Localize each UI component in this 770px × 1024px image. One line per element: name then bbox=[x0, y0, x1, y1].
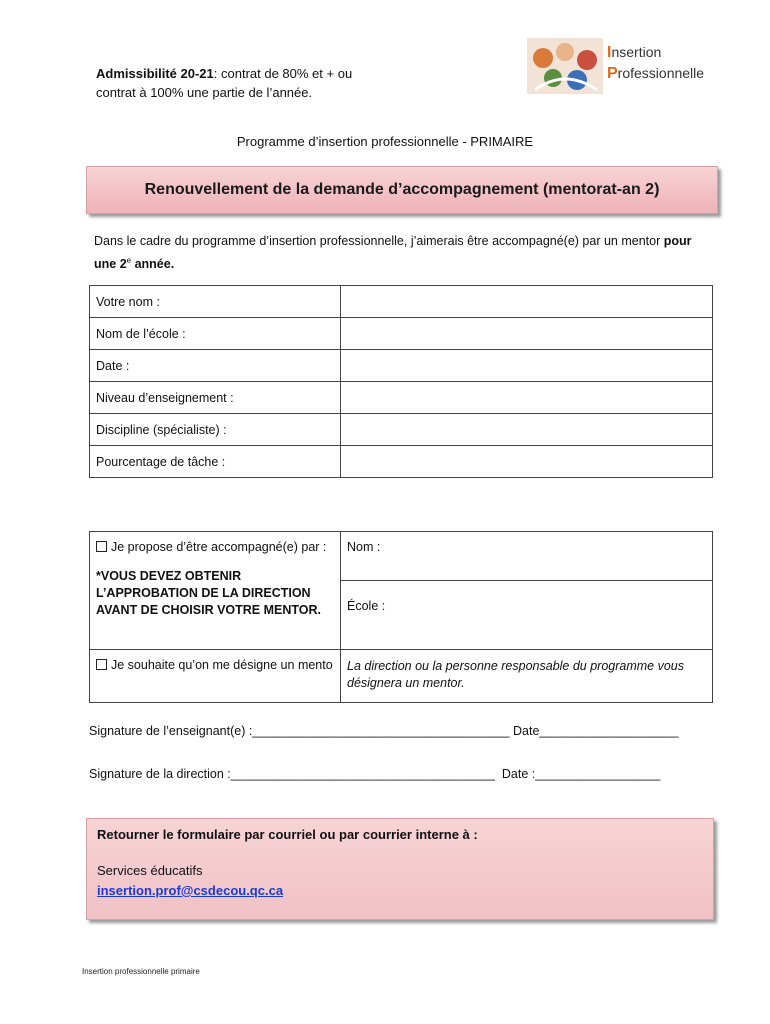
assign-checkbox[interactable] bbox=[96, 659, 107, 670]
mentor-name-field[interactable] bbox=[341, 532, 713, 581]
page-title: Renouvellement de la demande d’accompagnement (mentorat-an 2) bbox=[144, 181, 660, 198]
mentor-name-label: Nom : bbox=[347, 540, 381, 554]
table-row bbox=[90, 446, 713, 478]
mentor-propose-cell bbox=[90, 532, 341, 650]
logo-text bbox=[607, 42, 704, 84]
eligibility-line2: contrat à 100% une partie de l’année. bbox=[96, 85, 313, 100]
table-row bbox=[90, 350, 713, 382]
page-footer: Insertion professionnelle primaire bbox=[82, 967, 200, 976]
logo-word-insertion: nsertion bbox=[611, 44, 662, 60]
teacher-signature-line[interactable]: Signature de l’enseignant(e) :_____________________________________ Date____________________ bbox=[89, 724, 679, 738]
mentor-school-field[interactable] bbox=[341, 581, 713, 650]
field-label: Discipline (spécialiste) : bbox=[90, 414, 341, 446]
table-row bbox=[90, 286, 713, 318]
field-label: Niveau d’enseignement : bbox=[90, 382, 341, 414]
return-email-link[interactable]: insertion.prof@csdecou.qc.ca bbox=[97, 883, 284, 898]
eligibility-line1: : contrat de 80% et + ou bbox=[213, 66, 353, 81]
intro-text: Dans le cadre du programme d’insertion professionnelle, j’aimerais être accompagné(e) par un mentor bbox=[94, 234, 664, 248]
table-row bbox=[90, 414, 713, 446]
field-label: Votre nom : bbox=[90, 286, 341, 318]
table-row bbox=[90, 382, 713, 414]
teaching-level-field[interactable] bbox=[341, 382, 713, 414]
eligibility-label: Admissibilité 20-21 bbox=[96, 66, 214, 81]
propose-label: Je propose d’être accompagné(e) par : bbox=[111, 540, 327, 554]
logo-people-icon bbox=[527, 38, 603, 94]
field-label: Date : bbox=[90, 350, 341, 382]
discipline-field[interactable] bbox=[341, 414, 713, 446]
title-banner bbox=[86, 166, 718, 214]
logo-letter-i: I bbox=[607, 44, 612, 61]
field-label: Pourcentage de tâche : bbox=[90, 446, 341, 478]
intro-bold-pour: pour bbox=[663, 234, 692, 248]
return-title: Retourner le formulaire par courriel ou par courrier interne à : bbox=[97, 827, 478, 842]
direction-signature-line[interactable]: Signature de la direction :______________________________________ Date :__________________ bbox=[89, 767, 661, 781]
eligibility-note bbox=[96, 64, 416, 102]
intro-sup: e bbox=[126, 256, 132, 265]
mentor-table bbox=[89, 531, 713, 703]
logo-letter-p: P bbox=[607, 65, 618, 82]
info-table bbox=[89, 285, 713, 478]
intro-bold-une: une 2 bbox=[94, 257, 127, 272]
mentor-school-label: École : bbox=[347, 599, 386, 613]
table-row bbox=[90, 650, 713, 703]
task-percentage-field[interactable] bbox=[341, 446, 713, 478]
return-organization: Services éducatifs bbox=[97, 863, 203, 878]
field-label: Nom de l’école : bbox=[90, 318, 341, 350]
assign-note: La direction ou la personne responsable du programme vous désignera un mentor. bbox=[341, 650, 713, 703]
logo bbox=[527, 38, 717, 96]
intro-bold-annee: année. bbox=[131, 257, 175, 272]
table-row bbox=[90, 318, 713, 350]
propose-checkbox[interactable] bbox=[96, 541, 107, 552]
intro-paragraph bbox=[94, 232, 714, 274]
logo-word-professionnelle: rofessionnelle bbox=[617, 65, 705, 81]
assign-label: Je souhaite qu’on me désigne un mento bbox=[111, 658, 333, 672]
mentor-assign-cell bbox=[90, 650, 341, 703]
name-field[interactable] bbox=[341, 286, 713, 318]
date-field[interactable] bbox=[341, 350, 713, 382]
program-subtitle: Programme d’insertion professionnelle - PRIMAIRE bbox=[236, 134, 534, 149]
direction-approval-warning: *VOUS DEVEZ OBTENIR L’APPROBATION DE LA DIRECTION AVANT DE CHOISIR VOTRE MENTOR. bbox=[96, 569, 322, 617]
return-info-box bbox=[86, 818, 714, 920]
table-row bbox=[90, 532, 713, 581]
school-field[interactable] bbox=[341, 318, 713, 350]
